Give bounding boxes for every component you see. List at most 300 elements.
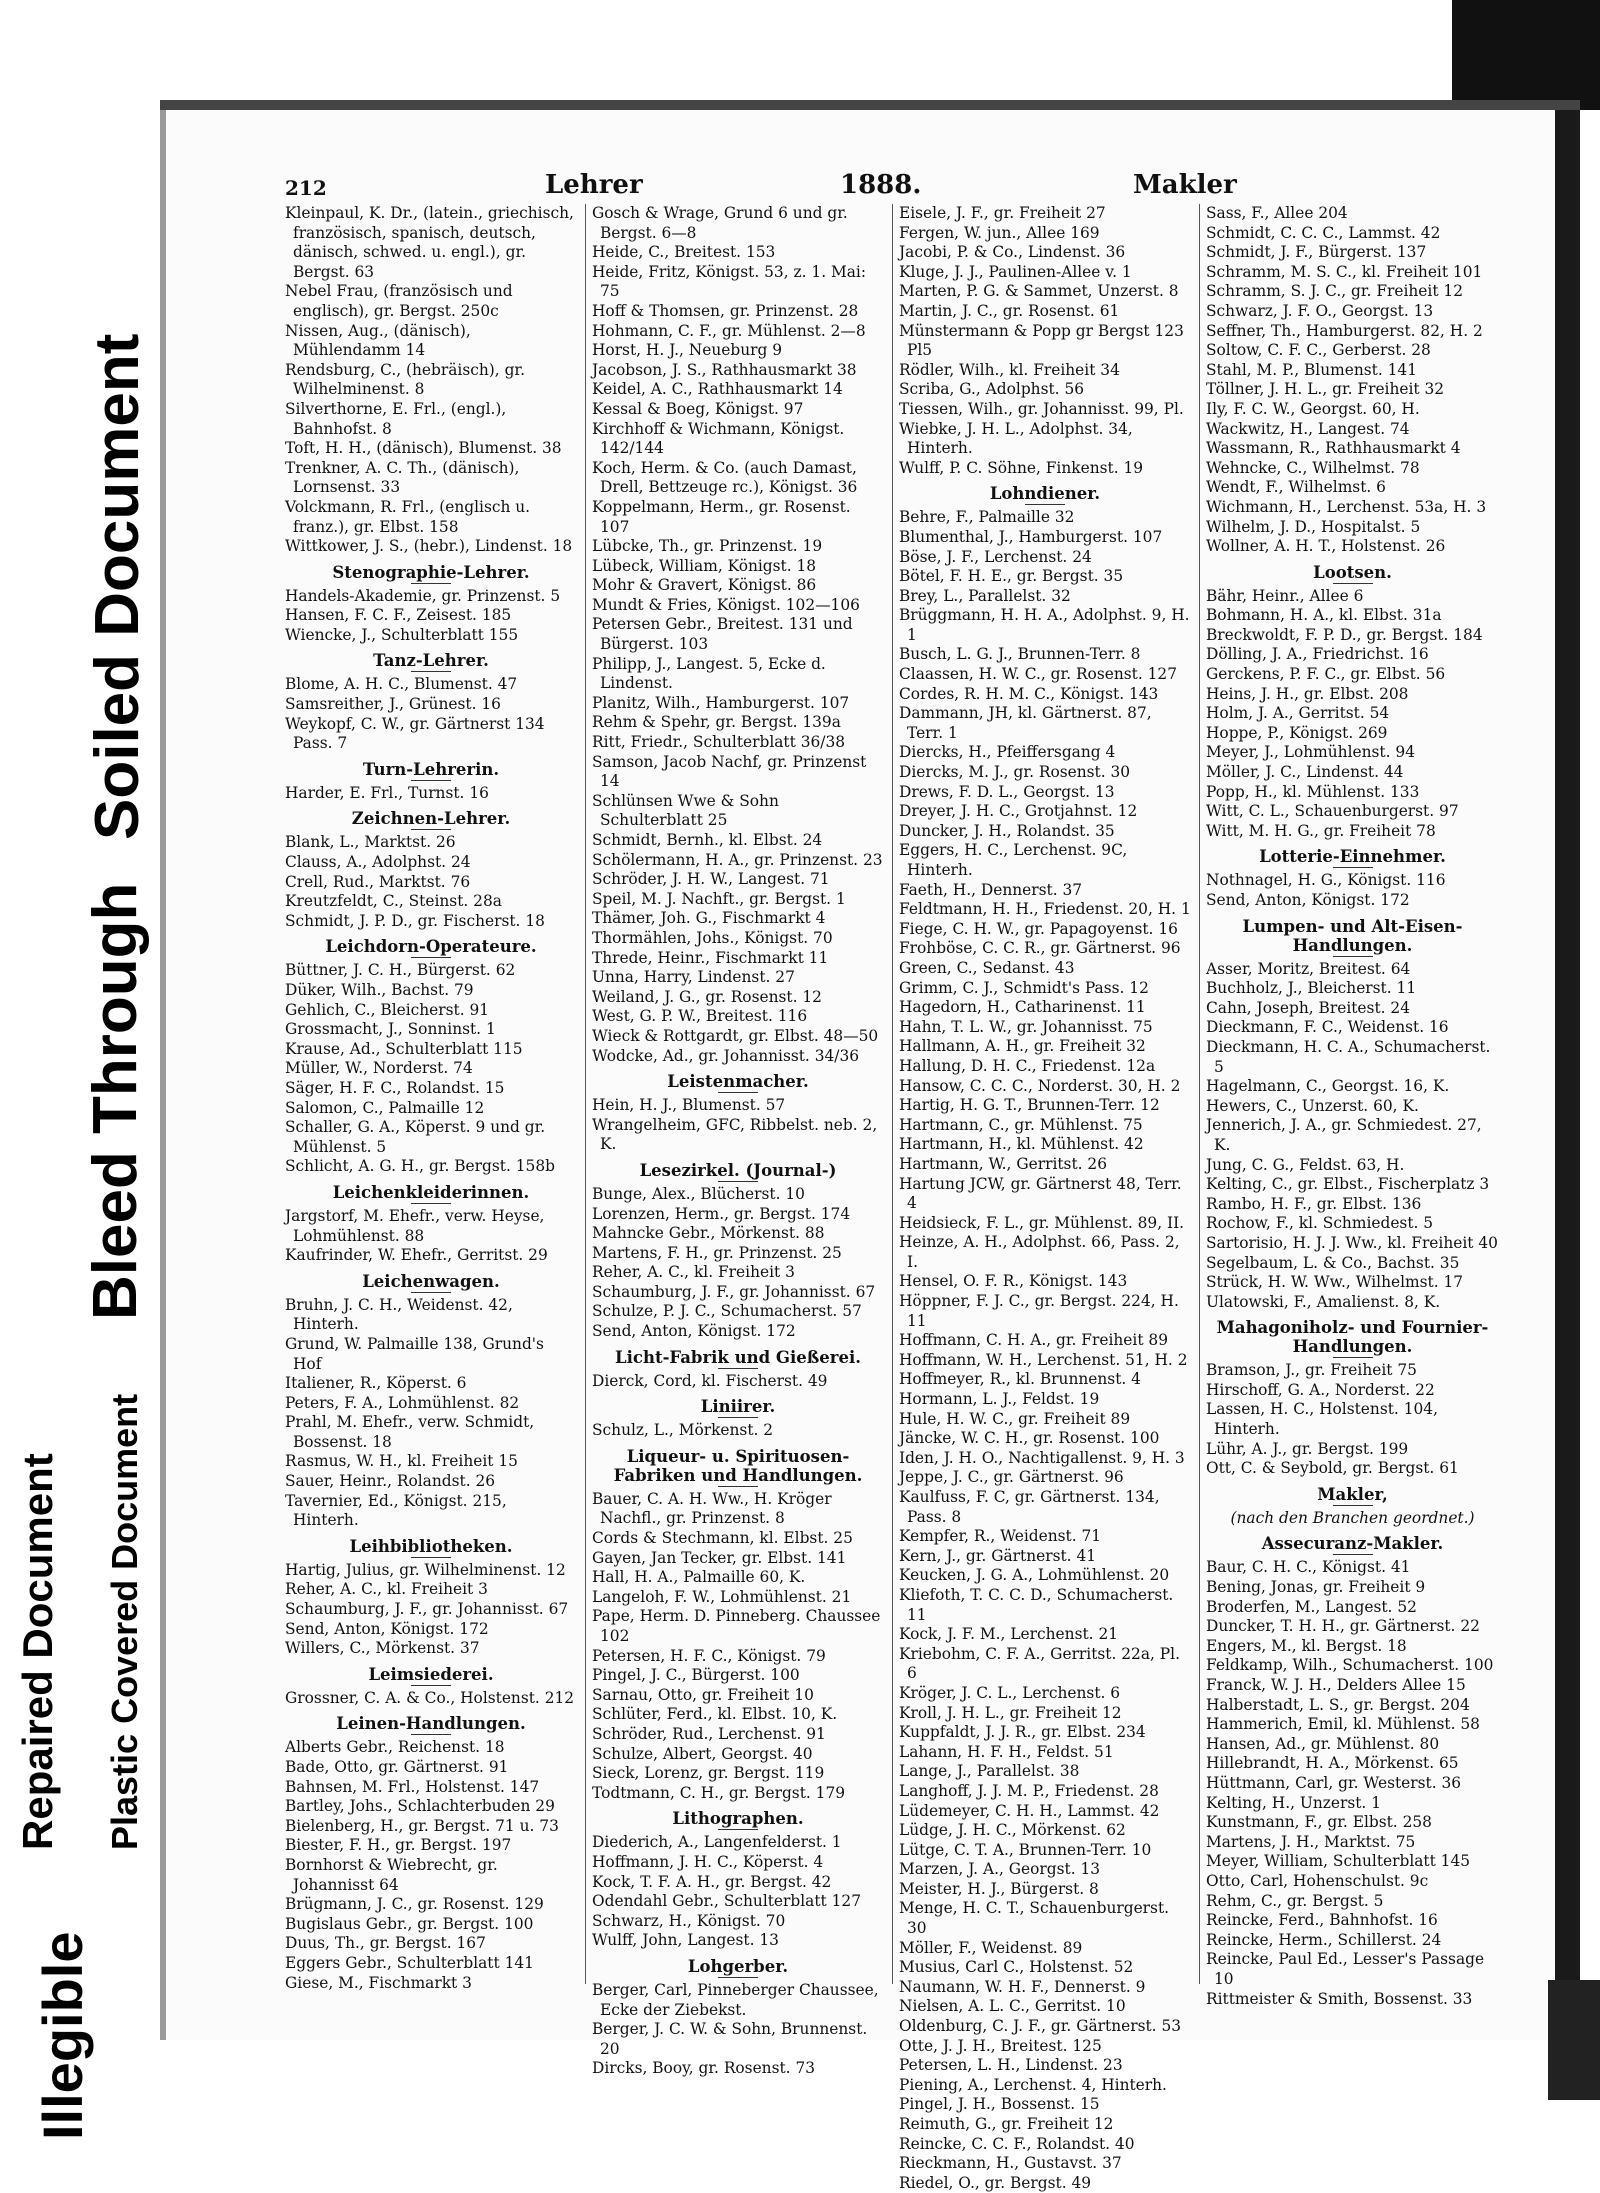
directory-entry: Hammerich, Emil, kl. Mühlenst. 58 [1206, 1715, 1480, 1734]
directory-entry: Rödler, Wilh., kl. Freiheit 34 [899, 360, 1120, 379]
directory-entry: Gerckens, P. F. C., gr. Elbst. 56 [1206, 665, 1446, 684]
directory-entry: Bauer, C. A. H. Ww., H. Kröger Nachfl., gr. Prinzenst. 8 [592, 1489, 837, 1528]
directory-entry: Ulatowski, F., Amalienst. 8, K. [1206, 1292, 1441, 1311]
scan-corner-dark [1452, 0, 1600, 110]
section-heading: Liqueur- u. Spirituosen-Fabriken und Handlungen. [592, 1447, 884, 1487]
directory-entry: Reincke, C. C. F., Rolandst. 40 [899, 2134, 1135, 2153]
directory-entry: Wodcke, Ad., gr. Johannisst. 34/36 [592, 1046, 860, 1065]
directory-entry: Diercks, M. J., gr. Rosenst. 30 [899, 763, 1131, 782]
label-illegible: Illegible [31, 1931, 94, 2140]
directory-entry: Nissen, Aug., (dänisch), Mühlendamm 14 [285, 321, 476, 360]
directory-entry: Lange, J., Parallelst. 38 [899, 1762, 1080, 1781]
section-heading: Tanz-Lehrer. [285, 651, 577, 672]
section-heading: Leistenmacher. [592, 1072, 884, 1093]
directory-entry: Busch, L. G. J., Brunnen-Terr. 8 [899, 645, 1141, 664]
directory-entry: Böse, J. F., Lerchenst. 24 [899, 547, 1092, 566]
directory-entry: Cordes, R. H. M. C., Königst. 143 [899, 684, 1159, 703]
directory-entry: Martin, J. C., gr. Rosenst. 61 [899, 301, 1120, 320]
directory-entry: Lahann, H. F. H., Feldst. 51 [899, 1742, 1114, 1761]
directory-entry: Sarnau, Otto, gr. Freiheit 10 [592, 1685, 814, 1704]
directory-entry: Claassen, H. W. C., gr. Rosenst. 127 [899, 665, 1177, 684]
directory-entry: Langhoff, J. J. M. P., Friedenst. 28 [899, 1781, 1159, 1800]
directory-entry: Grossmacht, J., Sonninst. 1 [285, 1020, 496, 1039]
directory-entry: Kern, J., gr. Gärtnerst. 41 [899, 1546, 1097, 1565]
directory-entry: Petersen Gebr., Breitest. 131 und Bürgerst. 103 [592, 615, 858, 654]
directory-entry: Hillebrandt, H. A., Mörkenst. 65 [1206, 1754, 1459, 1773]
directory-entry: Feldkamp, Wilh., Schumacherst. 100 [1206, 1656, 1494, 1675]
directory-entry: Segelbaum, L. & Co., Bachst. 35 [1206, 1253, 1460, 1272]
directory-entry: Bugislaus Gebr., gr. Bergst. 100 [285, 1914, 534, 1933]
directory-entry: Dierck, Cord, kl. Fischerst. 49 [592, 1371, 828, 1390]
directory-entry: Wiencke, J., Schulterblatt 155 [285, 625, 519, 644]
column-2 [592, 204, 893, 2078]
directory-entry: Heide, Fritz, Königst. 53, z. 1. Mai: 75 [592, 262, 871, 301]
section-heading: Leichenkleiderinnen. [285, 1183, 577, 1204]
directory-entry: Hoffmann, J. H. C., Köperst. 4 [592, 1852, 824, 1871]
column-4 [1206, 204, 1507, 2008]
directory-entry: Oldenburg, C. J. F., gr. Gärtnerst. 53 [899, 2017, 1182, 2036]
directory-entry: Philipp, J., Langest. 5, Ecke d. Lindenst. [592, 654, 831, 693]
directory-entry: Hagedorn, H., Catharinenst. 11 [899, 998, 1146, 1017]
directory-entry: Fiege, C. H. W., gr. Papagoyenst. 16 [899, 919, 1178, 938]
directory-entry: Meister, H. J., Bürgerst. 8 [899, 1879, 1099, 1898]
directory-entry: Hensel, O. F. R., Königst. 143 [899, 1272, 1128, 1291]
directory-entry: Hoffmann, W. H., Lerchenst. 51, H. 2 [899, 1350, 1188, 1369]
directory-entry: Holm, J. A., Gerritst. 54 [1206, 704, 1390, 723]
directory-entry: Grimm, C. J., Schmidt's Pass. 12 [899, 978, 1149, 997]
directory-entry: Schmidt, J. P. D., gr. Fischerst. 18 [285, 911, 545, 930]
directory-entry: Wittkower, J. S., (hebr.), Lindenst. 18 [285, 537, 573, 556]
directory-entry: Wackwitz, H., Langest. 74 [1206, 419, 1410, 438]
directory-entry: Hahn, T. L. W., gr. Johannisst. 75 [899, 1017, 1153, 1036]
directory-entry: Otte, J. J. H., Breitest. 125 [899, 2036, 1102, 2055]
directory-entry: Schulze, Albert, Georgst. 40 [592, 1744, 813, 1763]
directory-entry: Bruhn, J. C. H., Weidenst. 42, Hinterh. [285, 1295, 518, 1334]
label-bleed-through: Bleed Through [81, 882, 150, 1320]
directory-entry: Iden, J. H. O., Nachtigallenst. 9, H. 3 [899, 1448, 1185, 1467]
directory-entry: Mundt & Fries, Königst. 102—106 [592, 595, 860, 614]
directory-entry: Jung, C. G., Feldst. 63, H. [1206, 1155, 1405, 1174]
directory-entry: Schmidt, Bernh., kl. Elbst. 24 [592, 831, 823, 849]
directory-entry: Sass, F., Allee 204 [1206, 204, 1348, 222]
directory-entry: Reincke, Herm., Schillerst. 24 [1206, 1930, 1442, 1949]
directory-entry: Wrangelheim, GFC, Ribbelst. neb. 2, K. [592, 1115, 883, 1154]
directory-entry: Hartmann, C., gr. Mühlenst. 75 [899, 1115, 1143, 1134]
directory-entry: Italiener, R., Köperst. 6 [285, 1374, 467, 1393]
directory-entry: Brügmann, J. C., gr. Rosenst. 129 [285, 1895, 544, 1914]
directory-entry: Frohböse, C. C. R., gr. Gärtnerst. 96 [899, 939, 1181, 958]
directory-entry: Meyer, J., Lohmühlenst. 94 [1206, 743, 1415, 762]
directory-entry: Dieckmann, F. C., Weidenst. 16 [1206, 1018, 1449, 1037]
directory-entry: Lütge, C. T. A., Brunnen-Terr. 10 [899, 1840, 1152, 1859]
directory-page [285, 170, 1515, 2192]
directory-entry: Alberts Gebr., Reichenst. 18 [285, 1738, 505, 1757]
page-header [285, 170, 1515, 204]
section-heading: Makler, [1206, 1485, 1499, 1506]
directory-entry: Prahl, M. Ehefr., verw. Schmidt, Bossenst. 18 [285, 1413, 540, 1451]
directory-entry: Hallung, D. H. C., Friedenst. 12a [899, 1056, 1156, 1075]
directory-entry: Langeloh, F. W., Lohmühlenst. 21 [592, 1587, 852, 1606]
directory-entry: Bade, Otto, gr. Gärtnerst. 91 [285, 1758, 509, 1776]
directory-entry: Schramm, M. S. C., kl. Freiheit 101 [1206, 262, 1483, 281]
directory-entry: Kröger, J. C. L., Lerchenst. 6 [899, 1683, 1121, 1702]
directory-entry: Schulze, P. J. C., Schumacherst. 57 [592, 1302, 862, 1321]
directory-entry: Samsreither, J., Grünest. 16 [285, 695, 501, 714]
directory-entry: Reincke, Paul Ed., Lesser's Passage 10 [1206, 1950, 1489, 1988]
directory-entry: Thormählen, Johs., Königst. 70 [592, 928, 833, 947]
directory-entry: Hirschoff, G. A., Norderst. 22 [1206, 1380, 1435, 1399]
directory-entry: Peters, F. A., Lohmühlenst. 82 [285, 1393, 520, 1412]
directory-entry: Reimuth, G., gr. Freiheit 12 [899, 2115, 1114, 2133]
directory-entry: Dreyer, J. H. C., Grotjahnst. 12 [899, 802, 1138, 821]
directory-entry: Gosch & Wrage, Grund 6 und gr. Bergst. 6—8 [592, 204, 853, 242]
directory-entry: West, G. P. W., Breitest. 116 [592, 1007, 808, 1026]
directory-entry: Bornhorst & Wiebrecht, gr. Johannisst 64 [285, 1855, 503, 1894]
directory-entry: Hall, H. A., Palmaille 60, K. [592, 1568, 806, 1587]
directory-entry: Nothnagel, H. G., Königst. 116 [1206, 871, 1446, 890]
directory-entry: Brey, L., Parallelst. 32 [899, 586, 1071, 605]
directory-entry: Kelting, C., gr. Elbst., Fischerplatz 3 [1206, 1175, 1490, 1194]
directory-entry: Wichmann, H., Lerchenst. 53a, H. 3 [1206, 497, 1487, 516]
directory-entry: Brüggmann, H. H. A., Adolphst. 9, H. 1 [899, 606, 1195, 644]
directory-entry: Rehm & Spehr, gr. Bergst. 139a [592, 713, 841, 732]
directory-entry: Weykopf, C. W., gr. Gärtnerst 134 Pass. 7 [285, 714, 550, 753]
directory-entry: Kliefoth, T. C. C. D., Schumacherst. 11 [899, 1585, 1179, 1624]
directory-entry: Menge, H. C. T., Schauenburgerst. 30 [899, 1899, 1174, 1938]
directory-entry: Kock, J. F. M., Lerchenst. 21 [899, 1625, 1119, 1644]
directory-entry: Silverthorne, E. Frl., (engl.), Bahnhofst. 8 [285, 399, 512, 438]
directory-entry: Lübeck, William, Königst. 18 [592, 556, 817, 575]
directory-entry: Piening, A., Lerchenst. 4, Hinterh. [899, 2075, 1167, 2094]
directory-entry: Gehlich, C., Bleicherst. 91 [285, 1000, 490, 1019]
directory-entry: Heinze, A. H., Adolphst. 66, Pass. 2, I. [899, 1233, 1185, 1271]
directory-entry: Salomon, C., Palmaille 12 [285, 1098, 485, 1117]
directory-entry: Schramm, S. J. C., gr. Freiheit 12 [1206, 282, 1463, 301]
section-heading: Lesezirkel. (Journal-) [592, 1161, 884, 1182]
directory-entry: Koppelmann, Herm., gr. Rosenst. 107 [592, 497, 856, 536]
directory-entry: Lassen, H. C., Holstenst. 104, Hinterh. [1206, 1400, 1443, 1439]
directory-entry: Schmidt, C. C. C., Lammst. 42 [1206, 223, 1441, 242]
directory-entry: Hoffmann, C. H. A., gr. Freiheit 89 [899, 1331, 1168, 1350]
section-heading: Leichdorn-Operateure. [285, 937, 577, 958]
directory-entry: Koch, Herm. & Co. (auch Damast, Drell, Bettzeuge rc.), Königst. 36 [592, 458, 862, 497]
header-year: 1888. [840, 170, 922, 200]
directory-entry: Musius, Carl C., Holstenst. 52 [899, 1958, 1134, 1977]
directory-entry: Cahn, Joseph, Breitest. 24 [1206, 998, 1410, 1017]
directory-entry: Duus, Th., gr. Bergst. 167 [285, 1934, 486, 1953]
directory-entry: Rasmus, W. H., kl. Freiheit 15 [285, 1452, 518, 1471]
directory-entry: Hansen, Ad., gr. Mühlenst. 80 [1206, 1734, 1440, 1753]
section-heading: Turn-Lehrerin. [285, 760, 577, 781]
directory-entry: Scriba, G., Adolphst. 56 [899, 380, 1085, 399]
directory-entry: Bähr, Heinr., Allee 6 [1206, 586, 1364, 605]
directory-entry: Feldtmann, H. H., Friedenst. 20, H. 1 [899, 900, 1191, 919]
directory-entry: Kaulfuss, F. C, gr. Gärtnerst. 134, Pass. 8 [899, 1488, 1165, 1526]
directory-entry: Möller, J. C., Lindenst. 44 [1206, 763, 1404, 782]
directory-entry: Hewers, C., Unzerst. 60, K. [1206, 1096, 1419, 1115]
directory-entry: Heidsieck, F. L., gr. Mühlenst. 89, II. [899, 1213, 1185, 1232]
directory-entry: Schwarz, J. F. O., Georgst. 13 [1206, 301, 1434, 320]
directory-entry: Drews, F. D. L., Georgst. 13 [899, 782, 1115, 801]
directory-entry: Möller, F., Weidenst. 89 [899, 1938, 1083, 1957]
directory-entry: Popp, H., kl. Mühlenst. 133 [1206, 782, 1420, 801]
directory-entry: Soltow, C. F. C., Gerberst. 28 [1206, 341, 1431, 360]
directory-entry: Hansen, F. C. F., Zeisest. 185 [285, 606, 512, 625]
directory-entry: Bahnsen, M. Frl., Holstenst. 147 [285, 1777, 540, 1796]
directory-entry: Faeth, H., Dennerst. 37 [899, 880, 1083, 899]
directory-entry: Blank, L., Marktst. 26 [285, 833, 456, 852]
directory-entry: Stahl, M. P., Blumenst. 141 [1206, 360, 1417, 379]
directory-entry: Jeppe, J. C., gr. Gärtnerst. 96 [899, 1468, 1124, 1487]
directory-entry: Pingel, J. H., Bossenst. 15 [899, 2095, 1100, 2114]
directory-entry: Tavernier, Ed., Königst. 215, Hinterh. [285, 1491, 512, 1530]
directory-entry: Petersen, L. H., Lindenst. 23 [899, 2056, 1123, 2075]
directory-entry: Dammann, JH, kl. Gärtnerst. 87, Terr. 1 [899, 704, 1157, 742]
directory-entry: Hoffmeyer, R., kl. Brunnenst. 4 [899, 1370, 1141, 1389]
directory-entry: Biester, F. H., gr. Bergst. 197 [285, 1836, 512, 1855]
column-1 [285, 204, 586, 1992]
directory-entry: Kriebohm, C. F. A., Gerritst. 22a, Pl. 6 [899, 1644, 1185, 1683]
section-note: (nach den Branchen geordnet.) [1230, 1508, 1475, 1527]
section-heading: Mahagoniholz- und Fournier-Handlungen. [1206, 1318, 1499, 1358]
directory-entry: Ritt, Friedr., Schulterblatt 36/38 [592, 733, 846, 752]
directory-entry: Hartmann, H., kl. Mühlenst. 42 [899, 1135, 1144, 1154]
directory-entry: Engers, M., kl. Bergst. 18 [1206, 1636, 1407, 1655]
section-heading: Leimsiederei. [285, 1665, 577, 1686]
directory-entry: Witt, C. L., Schauenburgerst. 97 [1206, 802, 1459, 821]
header-left-title: Lehrer [545, 170, 643, 200]
directory-entry: Düker, Wilh., Bachst. 79 [285, 981, 474, 999]
directory-entry: Lühr, A. J., gr. Bergst. 199 [1206, 1439, 1409, 1458]
directory-entry: Kempfer, R., Weidenst. 71 [899, 1527, 1102, 1546]
directory-entry: Blumenthal, J., Hamburgerst. 107 [899, 527, 1163, 546]
directory-entry: Green, C., Sedanst. 43 [899, 958, 1075, 977]
directory-entry: Hule, H. W. C., gr. Freiheit 89 [899, 1409, 1131, 1428]
directory-entry: Rochow, F., kl. Schmiedest. 5 [1206, 1214, 1434, 1233]
directory-entry: Wilhelm, J. D., Hospitalst. 5 [1206, 517, 1421, 536]
directory-entry: Kreutzfeldt, C., Steinst. 28a [285, 892, 502, 911]
section-heading: Leihbibliotheken. [285, 1537, 577, 1558]
directory-entry: Send, Anton, Königst. 172 [592, 1322, 796, 1341]
section-heading: Lohgerber. [592, 1957, 884, 1978]
section-heading: Lotterie-Einnehmer. [1206, 847, 1499, 868]
directory-entry: Lüdemeyer, C. H. H., Lammst. 42 [899, 1801, 1160, 1820]
directory-entry: Münstermann & Popp gr Bergst 123 Pl5 [899, 321, 1189, 360]
page-number: 212 [285, 176, 327, 200]
directory-entry: Dieckmann, H. C. A., Schumacherst. 5 [1206, 1037, 1496, 1076]
directory-entry: Seffner, Th., Hamburgerst. 82, H. 2 [1206, 321, 1483, 340]
directory-entry: Handels-Akademie, gr. Prinzenst. 5 [285, 586, 561, 605]
directory-entry: Naumann, W. H. F., Dennerst. 9 [899, 1977, 1146, 1996]
directory-entry: Wollner, A. H. T., Holstenst. 26 [1206, 537, 1446, 556]
directory-entry: Eggers Gebr., Schulterblatt 141 [285, 1953, 534, 1972]
directory-entry: Samson, Jacob Nachf, gr. Prinzenst 14 [592, 752, 872, 791]
directory-entry: Jargstorf, M. Ehefr., verw. Heyse, Lohmühlenst. 88 [285, 1206, 550, 1245]
directory-entry: Horst, H. J., Neueburg 9 [592, 341, 783, 360]
directory-entry: Wiebke, J. H. L., Adolphst. 34, Hinterh. [899, 419, 1138, 458]
section-heading: Lumpen- und Alt-Eisen-Handlungen. [1206, 917, 1499, 957]
directory-entry: Hormann, L. J., Feldst. 19 [899, 1390, 1100, 1409]
directory-entry: Wulff, P. C. Söhne, Finkenst. 19 [899, 458, 1144, 477]
directory-entry: Schlüter, Ferd., kl. Elbst. 10, K. [592, 1705, 838, 1724]
label-repaired-document: Repaired Document [14, 1453, 61, 1850]
directory-entry: Halberstadt, L. S., gr. Bergst. 204 [1206, 1695, 1470, 1714]
directory-entry: Otto, Carl, Hohenschulst. 9c [1206, 1871, 1429, 1890]
directory-entry: Martens, F. H., gr. Prinzenst. 25 [592, 1243, 842, 1262]
directory-entry: Schölermann, H. A., gr. Prinzenst. 23 [592, 850, 883, 869]
directory-entry: Willers, C., Mörkenst. 37 [285, 1639, 480, 1658]
directory-entry: Hoff & Thomsen, gr. Prinzenst. 28 [592, 301, 859, 320]
directory-entry: Hohmann, C. F., gr. Mühlenst. 2—8 [592, 321, 866, 340]
directory-entry: Harder, E. Frl., Turnst. 16 [285, 783, 489, 802]
directory-entry: Schulz, L., Mörkenst. 2 [592, 1421, 774, 1440]
directory-entry: Breckwoldt, F. P. D., gr. Bergst. 184 [1206, 625, 1483, 644]
directory-entry: Ily, F. C. W., Georgst. 60, H. [1206, 399, 1420, 418]
directory-entry: Bötel, F. H. E., gr. Bergst. 35 [899, 567, 1124, 586]
directory-entry: Fergen, W. jun., Allee 169 [899, 223, 1100, 242]
directory-entry: Broderfen, M., Langest. 52 [1206, 1597, 1417, 1616]
directory-entry: Berger, Carl, Pinneberger Chaussee, Ecke der Ziebekst. [592, 1980, 884, 2019]
directory-entry: Hallmann, A. H., gr. Freiheit 32 [899, 1037, 1146, 1056]
directory-entry: Bening, Jonas, gr. Freiheit 9 [1206, 1578, 1426, 1597]
directory-entry: Büttner, J. C. H., Bürgerst. 62 [285, 961, 516, 980]
directory-entry: Jacobi, P. & Co., Lindenst. 36 [899, 243, 1126, 262]
directory-entry: Lorenzen, Herm., gr. Bergst. 174 [592, 1204, 851, 1223]
directory-entry: Thämer, Joh. G., Fischmarkt 4 [592, 909, 826, 928]
directory-entry: Wendt, F., Wilhelmst. 6 [1206, 478, 1386, 497]
directory-entry: Jäncke, W. C. H., gr. Rosenst. 100 [899, 1429, 1160, 1448]
directory-entry: Martens, J. H., Marktst. 75 [1206, 1832, 1416, 1851]
directory-entry: Send, Anton, Königst. 172 [1206, 891, 1410, 909]
directory-entry: Marten, P. G. & Sammet, Unzerst. 8 [899, 282, 1179, 301]
directory-entry: Säger, H. F. C., Rolandst. 15 [285, 1078, 505, 1097]
directory-entry: Threde, Heinr., Fischmarkt 11 [592, 948, 829, 967]
directory-entry: Rehm, C., gr. Bergst. 5 [1206, 1891, 1384, 1910]
directory-entry: Heins, J. H., gr. Elbst. 208 [1206, 684, 1409, 703]
directory-entry: Schlicht, A. G. H., gr. Bergst. 158b [285, 1157, 555, 1176]
section-heading: Stenographie-Lehrer. [285, 563, 577, 584]
directory-entry: Send, Anton, Königst. 172 [285, 1619, 489, 1638]
directory-entry: Duncker, J. H., Rolandst. 35 [899, 821, 1115, 840]
directory-entry: Bohmann, H. A., kl. Elbst. 31a [1206, 606, 1442, 625]
section-heading: Lohndiener. [899, 484, 1191, 505]
directory-entry: Reincke, Ferd., Bahnhofst. 16 [1206, 1911, 1438, 1930]
section-heading: Lithographen. [592, 1809, 884, 1830]
directory-entry: Petersen, H. F. C., Königst. 79 [592, 1646, 826, 1665]
directory-entry: Bramson, J., gr. Freiheit 75 [1206, 1361, 1417, 1380]
directory-entry: Schaumburg, J. F., gr. Johannisst. 67 [592, 1282, 876, 1301]
directory-entry: Hansow, C. C. C., Norderst. 30, H. 2 [899, 1076, 1181, 1095]
directory-entry: Bunge, Alex., Blücherst. 10 [592, 1184, 805, 1203]
directory-entry: Behre, F., Palmaille 32 [899, 508, 1075, 527]
directory-entry: Schmidt, J. F., Bürgerst. 137 [1206, 243, 1427, 262]
directory-entry: Mohr & Gravert, Königst. 86 [592, 576, 817, 595]
directory-entry: Speil, M. J. Nachft., gr. Bergst. 1 [592, 889, 846, 908]
directory-entry: Mahncke Gebr., Mörkenst. 88 [592, 1224, 825, 1243]
directory-entry: Bartley, Johs., Schlachterbuden 29 [285, 1797, 555, 1816]
directory-entry: Duncker, T. H. H., gr. Gärtnerst. 22 [1206, 1617, 1480, 1636]
directory-entry: Hartmann, W., Gerritst. 26 [899, 1154, 1107, 1173]
directory-entry: Trenkner, A. C. Th., (dänisch), Lornsenst. 33 [285, 458, 525, 497]
directory-entry: Eggers, H. C., Lerchenst. 9C, Hinterh. [899, 841, 1133, 879]
scan-right-edge [1555, 110, 1580, 2040]
directory-entry: Hartig, H. G. T., Brunnen-Terr. 12 [899, 1096, 1160, 1115]
directory-entry: Rendsburg, C., (hebräisch), gr. Wilhelminenst. 8 [285, 360, 530, 399]
scan-bottom-corner [1548, 1980, 1600, 2100]
directory-entry: Schröder, J. H. W., Langest. 71 [592, 870, 830, 889]
section-heading: Assecuranz-Makler. [1206, 1534, 1499, 1555]
directory-entry: Höppner, F. J. C., gr. Bergst. 224, H. 11 [899, 1292, 1184, 1330]
directory-entry: Diederich, A., Langenfelderst. 1 [592, 1833, 842, 1852]
directory-entry: Kelting, H., Unzerst. 1 [1206, 1793, 1381, 1812]
directory-columns [285, 204, 1515, 2192]
directory-entry: Reher, A. C., kl. Freiheit 3 [285, 1580, 488, 1599]
directory-entry: Toft, H. H., (dänisch), Blumenst. 38 [285, 439, 562, 458]
section-heading: Leichenwagen. [285, 1272, 577, 1293]
directory-entry: Odendahl Gebr., Schulterblatt 127 [592, 1892, 861, 1911]
label-soiled-document: Soiled Document [83, 333, 152, 840]
directory-entry: Kleinpaul, K. Dr., (latein., griechisch, französisch, spanisch, deutsch, dänisch, schwed. u. engl.), gr. Bergst. 63 [285, 204, 579, 281]
directory-entry: Schröder, Rud., Lerchenst. 91 [592, 1724, 826, 1743]
directory-entry: Ott, C. & Seybold, gr. Bergst. 61 [1206, 1459, 1459, 1478]
directory-entry: Berger, J. C. W. & Sohn, Brunnenst. 20 [592, 2020, 873, 2058]
directory-entry: Blome, A. H. C., Blumenst. 47 [285, 675, 518, 694]
directory-entry: Jacobson, J. S., Rathhausmarkt 38 [592, 360, 857, 379]
section-heading: Zeichnen-Lehrer. [285, 809, 577, 830]
directory-entry: Pingel, J. C., Bürgerst. 100 [592, 1666, 800, 1685]
directory-entry: Müller, W., Norderst. 74 [285, 1059, 473, 1078]
directory-entry: Rittmeister & Smith, Bossenst. 33 [1206, 1989, 1473, 2008]
directory-entry: Hoppe, P., Königst. 269 [1206, 723, 1388, 742]
label-plastic-covered-document: Plastic Covered Document [104, 1393, 145, 1850]
directory-entry: Wassmann, R., Rathhausmarkt 4 [1206, 439, 1461, 458]
directory-entry: Giese, M., Fischmarkt 3 [285, 1973, 472, 1992]
directory-entry: Volckmann, R. Frl., (englisch u. franz.), gr. Elbst. 158 [285, 497, 535, 536]
directory-entry: Diercks, H., Pfeiffersgang 4 [899, 743, 1116, 762]
section-heading: Liniirer. [592, 1397, 884, 1418]
directory-entry: Kock, T. F. A. H., gr. Bergst. 42 [592, 1872, 832, 1891]
directory-entry: Crell, Rud., Marktst. 76 [285, 872, 471, 891]
directory-entry: Wulff, John, Langest. 13 [592, 1931, 779, 1950]
directory-entry: Todtmann, C. H., gr. Bergst. 179 [592, 1783, 846, 1802]
directory-entry: Sieck, Lorenz, gr. Bergst. 119 [592, 1764, 825, 1783]
directory-entry: Krause, Ad., Schulterblatt 115 [285, 1039, 523, 1058]
directory-entry: Lübcke, Th., gr. Prinzenst. 19 [592, 537, 823, 556]
directory-entry: Kuppfaldt, J. J. R., gr. Elbst. 234 [899, 1723, 1146, 1742]
section-heading: Lootsen. [1206, 563, 1499, 584]
directory-entry: Weiland, J. G., gr. Rosenst. 12 [592, 987, 822, 1006]
header-right-title: Makler [1133, 170, 1237, 200]
directory-entry: Rambo, H. F., gr. Elbst. 136 [1206, 1194, 1422, 1213]
directory-entry: Keidel, A. C., Rathhausmarkt 14 [592, 380, 843, 399]
directory-entry: Schlünsen Wwe & Sohn Schulterblatt 25 [592, 791, 784, 830]
section-heading: Licht-Fabrik und Gießerei. [592, 1348, 884, 1369]
directory-entry: Kaufrinder, W. Ehefr., Gerritst. 29 [285, 1246, 548, 1265]
directory-entry: Grossner, C. A. & Co., Holstenst. 212 [285, 1688, 575, 1707]
directory-entry: Pape, Herm. D. Pinneberg. Chaussee 102 [592, 1607, 886, 1645]
directory-entry: Nebel Frau, (französisch und englisch), gr. Bergst. 250c [285, 282, 518, 320]
directory-entry: Hagelmann, C., Georgst. 16, K. [1206, 1077, 1450, 1096]
directory-entry: Kluge, J. J., Paulinen-Allee v. 1 [899, 262, 1132, 281]
directory-entry: Rieckmann, H., Gustavst. 37 [899, 2154, 1122, 2173]
directory-entry: Töllner, J. H. L., gr. Freiheit 32 [1206, 380, 1445, 399]
directory-entry: Wehncke, C., Wilhelmst. 78 [1206, 458, 1420, 477]
directory-entry: Kessal & Boeg, Königst. 97 [592, 399, 804, 418]
directory-entry: Reher, A. C., kl. Freiheit 3 [592, 1263, 795, 1282]
directory-entry: Sartorisio, H. J. J. Ww., kl. Freiheit 40 [1206, 1233, 1498, 1252]
directory-entry: Bielenberg, H., gr. Bergst. 71 u. 73 [285, 1816, 559, 1835]
directory-entry: Asser, Moritz, Breitest. 64 [1206, 959, 1411, 978]
